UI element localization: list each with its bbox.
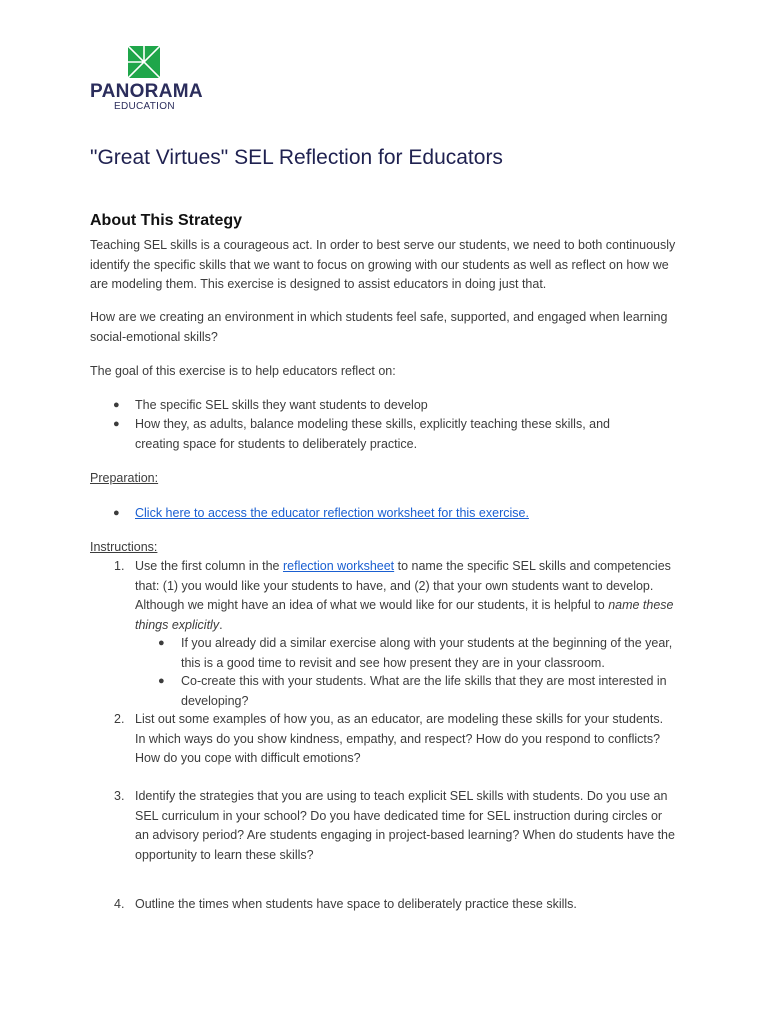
- bullet-icon: ●: [158, 675, 165, 687]
- goal-bullet: The specific SEL skills they want students to develop: [135, 398, 428, 412]
- reflection-worksheet-link[interactable]: reflection worksheet: [282, 559, 395, 573]
- preparation-label: Preparation:: [90, 471, 159, 485]
- bullet-icon: ●: [113, 418, 120, 430]
- panorama-logo: [90, 46, 203, 112]
- step-2-text: List out some examples of how you, as an educator, are modeling these skills for your students. In which ways do you show kindness, empathy, and respect? How do you respond to conflicts? How do you cope with difficult emotions?: [135, 712, 664, 765]
- logo-wordmark: PANORAMA: [90, 81, 203, 102]
- step-number: 3.: [114, 789, 125, 803]
- logo-subtitle: EDUCATION: [114, 101, 175, 112]
- goal-paragraph: The goal of this exercise is to help educators reflect on:: [90, 364, 396, 378]
- step-number: 4.: [114, 897, 125, 911]
- step-text: .: [219, 617, 223, 632]
- question-paragraph: How are we creating an environment in which students feel safe, supported, and engaged when learning social-emotional skills?: [90, 310, 668, 344]
- step-number: 1.: [114, 559, 125, 573]
- section-heading-about: About This Strategy: [90, 212, 243, 229]
- step-1-text: [135, 557, 675, 635]
- step-3-text: Identify the strategies that you are using to teach explicit SEL skills with students. Do you use an SEL curriculum in your school? Do you have dedicated time for SEL instruction during circles or an advisory period? Are students engaging in project-based learning? When do students have the opportunity to learn these skills?: [135, 789, 675, 862]
- page-title: "Great Virtues" SEL Reflection for Educators: [90, 146, 503, 169]
- step-number: 2.: [114, 712, 125, 726]
- bullet-icon: ●: [113, 507, 120, 519]
- worksheet-link[interactable]: Click here to access the educator reflection worksheet for this exercise.: [135, 506, 529, 520]
- bullet-icon: ●: [158, 637, 165, 649]
- step-text: to name the specific SEL skills and competencies that: (1) you would like your students to have, and (2) that your own students want to develop. Although we might have an idea of what we would like for our students, it is helpful to: [135, 559, 671, 612]
- sub-bullet: Co-create this with your students. What are the life skills that they are most interested in developing?: [181, 674, 667, 708]
- instructions-label: Instructions:: [90, 540, 158, 554]
- goal-bullet: How they, as adults, balance modeling these skills, explicitly teaching these skills, and creating space for students to deliberately practice.: [135, 417, 611, 451]
- step-text: Use the first column in the: [135, 559, 283, 573]
- emphasis-text: name these things explicitly: [135, 598, 674, 632]
- step-4-text: Outline the times when students have space to deliberately practice these skills.: [135, 897, 577, 911]
- sub-bullet: If you already did a similar exercise along with your students at the beginning of the year, this is a good time to revisit and see how present they are in your classroom.: [181, 636, 673, 670]
- panorama-logo-icon: [128, 46, 160, 78]
- bullet-icon: ●: [113, 399, 120, 411]
- intro-paragraph: Teaching SEL skills is a courageous act. In order to best serve our students, we need to both continuously identify the specific skills that we want to focus on growing with our students as well as reflect on how we are modeling them. This exercise is designed to assist educators in doing just that.: [90, 238, 676, 291]
